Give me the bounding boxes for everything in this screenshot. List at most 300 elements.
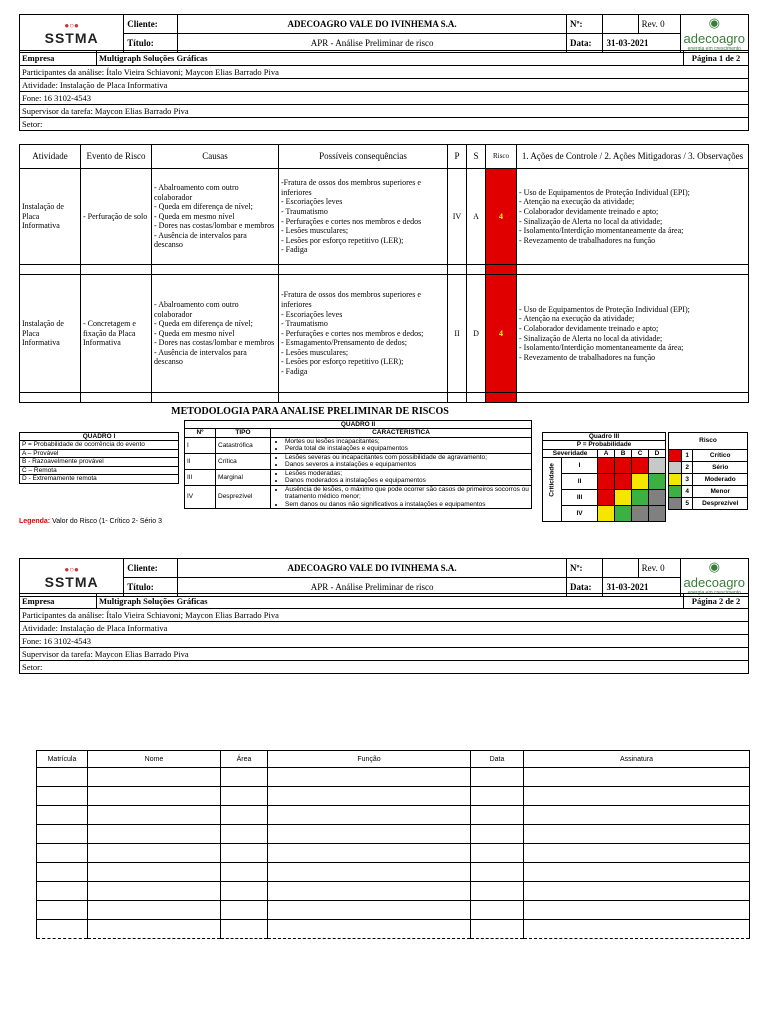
signature-col: Data [471,751,524,768]
col-causas: Causas [152,145,279,169]
row-p: IV [448,169,467,265]
signature-row [37,920,750,939]
acao-item: - Uso de Equipamentos de Proteção Individual (EPI); [519,187,690,197]
risco-legend-row [669,486,748,498]
signature-cell[interactable] [471,863,524,882]
q2-col-tipo: TIPO [216,429,271,437]
q2-col-n: Nº [185,429,216,437]
consequencia-item: - Perfurações e cortes nos membros e dedos [281,216,422,226]
acao-item: - Isolamento/Interdição momentaneamente da área; [519,343,684,353]
signature-table [36,750,750,939]
risco-swatch [669,462,682,474]
signature-cell[interactable] [37,825,88,844]
signature-cell[interactable] [37,882,88,901]
acao-item: - Isolamento/Interdição momentaneamente da área; [519,226,684,236]
consequencia-item: - Lesões musculares; [281,226,349,236]
adecoagro-logo: ◉ adecoagro energia em crescimento [680,559,748,597]
spacer-cell [486,265,517,275]
risco-legend [668,432,748,510]
signature-cell[interactable] [37,768,88,787]
sstma-logo: ●○● SSTMA [20,15,124,53]
quadro-3-subtitle: P = Probabilidade [543,441,666,449]
consequencia-item: - Escoriações leves [281,309,343,319]
criticidade-text: Criticidade [548,463,556,497]
spacer-row [20,265,749,275]
row-risco: 4 [486,275,517,393]
numero-value [603,559,638,578]
signature-row [37,825,750,844]
quadro-3-title: Quadro III [543,433,666,441]
spacer-cell [517,393,749,403]
supervisor: Supervisor da tarefa: Maycon Elias Barrado Piva [20,648,749,661]
signature-col: Nome [88,751,221,768]
quadro-1-row [20,449,179,457]
acao-item: - Colaborador devidamente treinado e apto; [519,323,659,333]
q3-cell [632,490,649,506]
risco-label: Desprezível [693,498,748,510]
q3-row [543,506,666,522]
q3-cell [598,490,615,506]
consequencia-item: - Escoriações leves [281,197,343,207]
data-value: 31-03-2021 [603,34,680,53]
q2-caracteristica [271,485,532,508]
consequencia-item: - Perfurações e cortes nos membros e dedos; [281,328,424,338]
info-page-2 [19,593,749,674]
acao-item: - Revezamento de trabalhadores na função [519,352,656,362]
causa-item: - Dores nas costas/lombar e membros [154,338,275,348]
consequencia-item: - Fadiga [281,367,308,377]
severidade-label: Severidade [543,449,598,457]
signature-cell[interactable] [471,920,524,939]
risco-number: 4 [682,486,693,498]
signature-cell[interactable] [268,825,471,844]
q3-cell [598,474,615,490]
signature-cell[interactable] [221,844,268,863]
signature-cell[interactable] [221,806,268,825]
quadro-2-row [185,437,532,453]
signature-cell[interactable] [37,844,88,863]
q2-list [273,454,529,469]
col-evento: Evento de Risco [81,145,152,169]
spacer-cell [81,393,152,403]
signature-row [37,863,750,882]
info-page-1 [19,50,749,131]
header-page-1 [19,14,749,52]
supervisor: Supervisor da tarefa: Maycon Elias Barrado Piva [20,105,749,118]
row-s: A [467,169,486,265]
signature-cell[interactable] [471,882,524,901]
signature-cell[interactable] [471,901,524,920]
q2-caracteristica [271,469,532,485]
q2-tipo: Crítica [216,453,271,469]
q2-list [273,470,529,485]
q3-row [543,458,666,474]
signature-cell[interactable] [268,901,471,920]
risco-number: 1 [682,450,693,462]
criticidade-label [543,458,562,522]
q2-tipo: Marginal [216,469,271,485]
acao-item: - Sinalização de Alerta no local da atividade; [519,216,663,226]
causa-item: - Dores nas costas/lombar e membros [154,221,275,231]
q3-cell [598,458,615,474]
signature-cell[interactable] [88,806,221,825]
quadro-1-row [20,458,179,466]
risk-table [19,144,749,403]
consequencia-item: - Lesões por esforço repetitivo (LER); [281,235,404,245]
data-label: Data: [566,34,602,53]
q3-cell [615,458,632,474]
risk-row [20,169,749,265]
signature-cell[interactable] [268,768,471,787]
leaf-icon: ◉ [708,15,720,30]
signature-cell[interactable] [524,901,750,920]
quadro-2 [184,420,532,509]
rev-label: Rev. 0 [638,15,680,34]
q3-row [543,474,666,490]
data-value: 31-03-2021 [603,578,680,597]
signature-cell[interactable] [88,863,221,882]
row-consequencias [279,275,448,393]
titulo-label: Título: [124,578,178,597]
signature-row [37,787,750,806]
numero-label: Nº: [566,15,602,34]
signature-cell[interactable] [37,806,88,825]
risco-number: 2 [682,462,693,474]
signature-cell[interactable] [268,806,471,825]
quadro-1-cell: B - Razoavelmente provável [20,458,179,466]
signature-cell[interactable] [37,863,88,882]
consequencia-item: -Fratura de ossos dos membros superiores e inferiores [281,290,421,309]
acao-item: - Atenção na execução da atividade; [519,314,635,324]
acao-item: - Revezamento de trabalhadores na função [519,235,656,245]
risco-label: Menor [693,486,748,498]
signature-cell[interactable] [524,844,750,863]
risco-legend-row [669,450,748,462]
spacer-row [20,393,749,403]
signature-cell[interactable] [471,806,524,825]
signature-cell[interactable] [221,863,268,882]
q2-item: • Danos severos a instalações e equipamentos [285,461,529,468]
col-acoes: 1. Ações de Controle / 2. Ações Mitigadoras / 3. Observações [517,145,749,169]
risco-legend-title: Risco [669,433,748,450]
signature-cell[interactable] [268,787,471,806]
row-risco: 4 [486,169,517,265]
q3-cell [615,506,632,522]
acao-item: - Uso de Equipamentos de Proteção Individual (EPI); [519,304,690,314]
q3-cell [649,490,666,506]
signature-cell[interactable] [37,901,88,920]
signature-cell[interactable] [471,825,524,844]
signature-cell[interactable] [88,901,221,920]
signature-cell[interactable] [471,844,524,863]
causa-item: - Queda em mesmo nível [154,211,235,221]
quadro-3 [542,432,666,522]
participantes: Participantes da análise: Ítalo Vieira Schiavoni; Maycon Elias Barrado Piva [20,66,749,79]
causa-item: - Queda em diferença de nível; [154,319,253,329]
col-p: P [448,145,467,169]
acao-item: - Atenção na execução da atividade; [519,197,635,207]
quadro-2-row [185,453,532,469]
q2-caracteristica [271,437,532,453]
signature-row [37,768,750,787]
setor: Setor: [20,118,749,131]
q3-cell [598,506,615,522]
q2-item: • Mortes ou lesões incapacitantes; [285,438,529,445]
consequencia-item: - Traumatismo [281,319,328,329]
risco-number: 3 [682,474,693,486]
quadro-1-row [20,475,179,483]
q3-row-label: I [562,458,598,474]
signature-cell[interactable] [524,863,750,882]
titulo-label: Título: [124,34,178,53]
causa-item: - Abalroamento com outro colaborador [154,182,239,202]
q2-item: • Lesões severas ou incapacitantes com possibilidade de agravamento; [285,454,529,461]
q2-col-car: CARACTERÍSTICA [271,429,532,437]
causa-item: - Ausência de intervalos para descanso [154,347,247,367]
spacer-cell [81,265,152,275]
q2-n: III [185,469,216,485]
q3-col: B [615,449,632,457]
signature-cell[interactable] [88,920,221,939]
numero-label: Nº: [566,559,602,578]
risco-swatch [669,486,682,498]
leaf-icon: ◉ [708,559,720,574]
numero-value [603,15,638,34]
spacer-cell [467,393,486,403]
q2-item: • Sem danos ou danos não significativos a instalações e equipamentos [285,501,529,508]
spacer-cell [279,393,448,403]
cliente-label: Cliente: [124,559,178,578]
q2-n: I [185,437,216,453]
consequencia-item: - Lesões por esforço repetitivo (LER); [281,357,404,367]
signature-cell[interactable] [221,768,268,787]
signature-col: Área [221,751,268,768]
risco-legend-row [669,498,748,510]
signature-cell[interactable] [471,768,524,787]
signature-cell[interactable] [221,882,268,901]
q2-item: • Danos moderados a instalações e equipamentos [285,477,529,484]
row-p: II [448,275,467,393]
row-atividade: Instalação de Placa Informativa [20,275,81,393]
causa-item: - Queda em mesmo nível [154,328,235,338]
adecoagro-logo: ◉ adecoagro energia em crescimento [680,15,748,53]
empresa-value: Multigraph Soluções Gráficas [97,51,684,66]
quadro-1-title: QUADRO I [20,433,179,441]
row-acoes [517,169,749,265]
cliente-value: ADECOAGRO VALE DO IVINHEMA S.A. [178,15,567,34]
quadro-1-cell: D - Extremamente remota [20,475,179,483]
spacer-cell [152,393,279,403]
signature-cell[interactable] [268,844,471,863]
signature-cell[interactable] [221,787,268,806]
acao-item: - Sinalização de Alerta no local da atividade; [519,333,663,343]
q2-item: • Lesões moderadas; [285,470,529,477]
quadro-1-row [20,441,179,449]
signature-cell[interactable] [88,768,221,787]
signature-cell[interactable] [88,825,221,844]
fone: Fone: 16 3102-4543 [20,635,749,648]
consequencia-item: - Fadiga [281,245,308,255]
risco-label: Crítico [693,450,748,462]
q2-item: • Perda total de instalações e equipamentos [285,445,529,452]
causa-item: - Queda em diferença de nível; [154,202,253,212]
quadro-1-cell: P = Probabilidade de ocorrência do evento [20,441,179,449]
spacer-cell [448,265,467,275]
quadro-1-cell: C – Remota [20,466,179,474]
spacer-cell [517,265,749,275]
page-number: Página 1 de 2 [684,51,749,66]
q2-tipo: Catastrófica [216,437,271,453]
col-atividade: Atividade [20,145,81,169]
atividade: Atividade: Instalação de Placa Informativa [20,79,749,92]
col-s: S [467,145,486,169]
signature-cell[interactable] [268,882,471,901]
signature-row [37,844,750,863]
cliente-value: ADECOAGRO VALE DO IVINHEMA S.A. [178,559,567,578]
participantes: Participantes da análise: Ítalo Vieira Schiavoni; Maycon Elias Barrado Piva [20,609,749,622]
row-atividade: Instalação de Placa Informativa [20,169,81,265]
q3-cell [649,474,666,490]
spacer-cell [152,265,279,275]
quadro-2-title: QUADRO II [185,421,532,429]
signature-cell[interactable] [524,920,750,939]
signature-cell[interactable] [268,863,471,882]
risco-label: Sério [693,462,748,474]
row-causas [152,275,279,393]
spacer-cell [20,265,81,275]
risco-swatch [669,450,682,462]
spacer-cell [20,393,81,403]
acao-item: - Colaborador devidamente treinado e apto; [519,206,659,216]
q2-n: II [185,453,216,469]
quadro-1 [19,432,179,484]
signature-cell[interactable] [268,920,471,939]
signature-cell[interactable] [524,768,750,787]
q3-row-label: III [562,490,598,506]
q2-list [273,438,529,453]
consequencia-item: - Traumatismo [281,206,328,216]
signature-cell[interactable] [88,882,221,901]
quadro-2-row [185,485,532,508]
signature-cell[interactable] [221,825,268,844]
rev-label: Rev. 0 [638,559,680,578]
signature-cell[interactable] [221,901,268,920]
risco-swatch [669,474,682,486]
signature-col: Função [268,751,471,768]
header-page-2 [19,558,749,596]
spacer-cell [467,265,486,275]
titulo-value: APR - Análise Preliminar de risco [178,34,567,53]
row-acoes [517,275,749,393]
causa-item: - Ausência de intervalos para descanso [154,230,247,250]
row-evento: - Perfuração de solo [81,169,152,265]
signature-cell[interactable] [37,920,88,939]
signature-cell[interactable] [221,920,268,939]
empresa-label: Empresa [20,594,97,609]
spacer-cell [279,265,448,275]
q3-cell [649,458,666,474]
row-evento: - Concretagem e fixação da Placa Informativa [81,275,152,393]
page-number: Página 2 de 2 [684,594,749,609]
row-consequencias [279,169,448,265]
q2-item: • Ausência de lesões, o máximo que pode ocorrer são casos de primeiros socorros ou tratamento médico menor; [285,486,529,501]
q3-row [543,490,666,506]
risco-label: Moderado [693,474,748,486]
atividade: Atividade: Instalação de Placa Informativa [20,622,749,635]
q3-cell [615,490,632,506]
signature-cell[interactable] [37,787,88,806]
row-s: D [467,275,486,393]
quadro-2-row [185,469,532,485]
causa-item: - Abalroamento com outro colaborador [154,299,239,319]
q2-caracteristica [271,453,532,469]
q3-col: A [598,449,615,457]
signature-col: Matrícula [37,751,88,768]
legenda-label: Legenda: [19,518,51,525]
fone: Fone: 16 3102-4543 [20,92,749,105]
q2-list [273,486,529,508]
risco-number: 5 [682,498,693,510]
risco-swatch [669,498,682,510]
empresa-label: Empresa [20,51,97,66]
q3-col: D [649,449,666,457]
q3-cell [632,506,649,522]
consequencia-item: -Fratura de ossos dos membros superiores e inferiores [281,178,421,197]
q2-tipo: Desprezível [216,485,271,508]
quadro-1-row [20,466,179,474]
risk-row [20,275,749,393]
quadro-1-cell: A – Provável [20,449,179,457]
metodologia-title: METODOLOGIA PARA ANALISE PRELIMINAR DE RISCOS [171,406,449,417]
signature-cell[interactable] [524,825,750,844]
signature-cell[interactable] [524,882,750,901]
sstma-logo: ●○● SSTMA [20,559,124,597]
q3-cell [615,474,632,490]
col-consequencias: Possíveis consequências [279,145,448,169]
row-causas [152,169,279,265]
col-risco: Risco [486,145,517,169]
risco-legend-row [669,462,748,474]
q3-cell [632,458,649,474]
signature-row [37,882,750,901]
signature-cell[interactable] [524,787,750,806]
risco-legend-row [669,474,748,486]
q3-row-label: II [562,474,598,490]
signature-cell[interactable] [471,787,524,806]
signature-cell[interactable] [88,787,221,806]
legenda-text: Valor do Risco (1- Crítico 2- Sério 3 [52,518,163,525]
signature-cell[interactable] [88,844,221,863]
cliente-label: Cliente: [124,15,178,34]
signature-row [37,806,750,825]
consequencia-item: - Esmagamento/Prensamento de dedos; [281,338,407,348]
signature-cell[interactable] [524,806,750,825]
q3-col: C [632,449,649,457]
q3-cell [632,474,649,490]
q2-n: IV [185,485,216,508]
data-label: Data: [566,578,602,597]
spacer-cell [486,393,517,403]
empresa-value: Multigraph Soluções Gráficas [97,594,684,609]
signature-col: Assinatura [524,751,750,768]
consequencia-item: - Lesões musculares; [281,347,349,357]
spacer-cell [448,393,467,403]
legenda [19,518,189,525]
q3-row-label: IV [562,506,598,522]
signature-row [37,901,750,920]
q3-cell [649,506,666,522]
titulo-value: APR - Análise Preliminar de risco [178,578,567,597]
